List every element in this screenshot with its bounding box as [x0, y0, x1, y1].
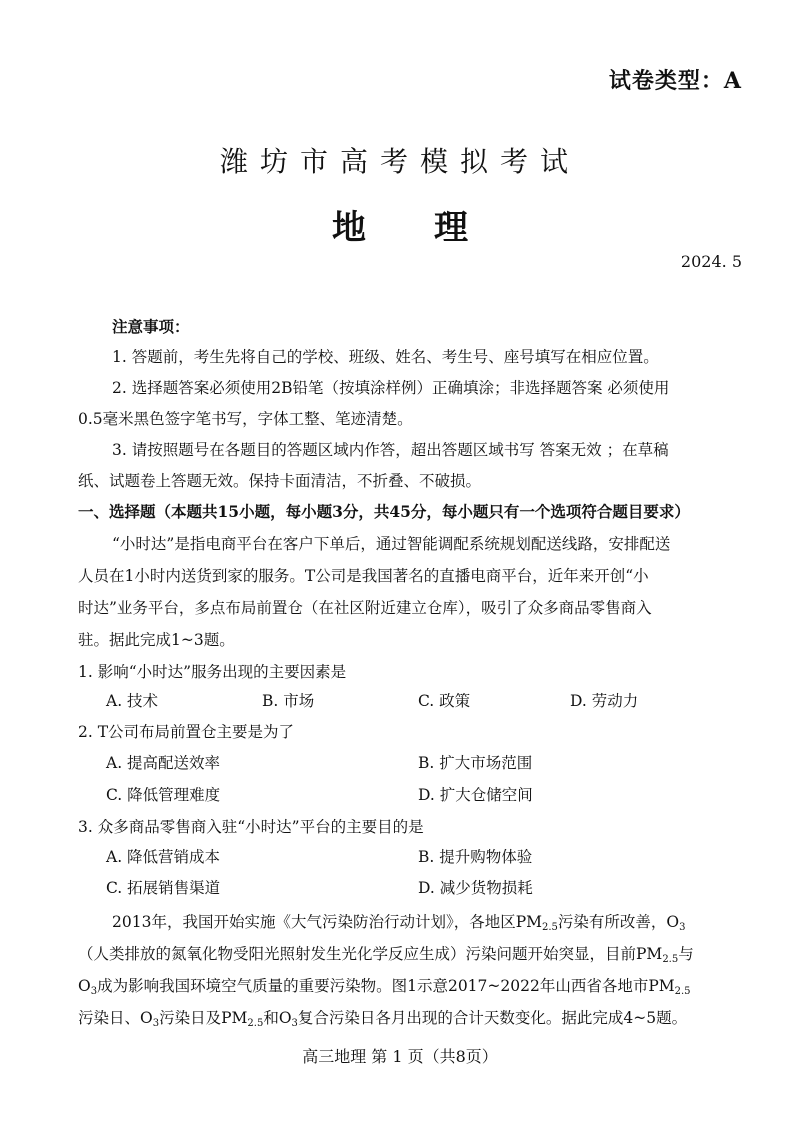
- subject-char-1: 地: [332, 208, 366, 248]
- note-2-line-2: 0.5毫米黑色签字笔书写，字体工整、笔迹清楚。: [78, 410, 413, 428]
- exam-title: 潍坊市高考模拟考试: [219, 145, 580, 178]
- question-3-stem: 3. 众多商品零售商入驻“小时达”平台的主要目的是: [78, 818, 424, 836]
- question-1-option-a: A. 技术: [106, 692, 159, 710]
- question-2-option-b: B. 扩大市场范围: [418, 754, 533, 772]
- passage-1-line-3: 时达”业务平台，多点布局前置仓（在社区附近建立仓库），吸引了众多商品零售商入: [78, 599, 652, 617]
- notes-heading: 注意事项：: [112, 317, 190, 336]
- passage-2-line-1: 2013年，我国开始实施《大气污染防治行动计划》，各地区$PM_{2.5}$污染有所改善，$O_3$: [112, 913, 686, 933]
- passage-1-line-4: 驻。据此完成1~3题。: [78, 631, 235, 649]
- question-1-stem: 1. 影响“小时达”服务出现的主要因素是: [78, 663, 347, 681]
- question-1-option-b: B. 市场: [262, 692, 315, 710]
- question-1-option-d: D. 劳动力: [570, 692, 639, 710]
- question-3-option-a: A. 降低营销成本: [106, 848, 221, 866]
- question-1-option-c: C. 政策: [418, 692, 471, 710]
- question-3-option-d: D. 减少货物损耗: [418, 879, 533, 897]
- passage-1-line-1: “小时达”是指电商平台在客户下单后，通过智能调配系统规划配送线路，安排配送: [112, 535, 671, 553]
- question-2-stem: 2. T公司布局前置仓主要是为了: [78, 723, 295, 741]
- subject-char-2: 理: [434, 208, 468, 248]
- question-2-option-d: D. 扩大仓储空间: [418, 786, 533, 804]
- section-1-heading: 一、选择题（本题共15小题，每小题3分，共45分，每小题只有一个选项符合题目要求）: [78, 502, 690, 521]
- question-3-option-b: B. 提升购物体验: [418, 848, 533, 866]
- passage-1-line-2: 人员在1小时内送货到家的服务。T公司是我国著名的直播电商平台，近年来开创“小: [78, 567, 649, 585]
- question-3-option-c: C. 拓展销售渠道: [106, 879, 221, 897]
- question-2-option-c: C. 降低管理难度: [106, 786, 221, 804]
- passage-2-line-4: 污染日、$O_3$污染日及$PM_{2.5}$和$O_3$复合污染日各月出现的合计天数变化。据此完成4~5题。: [78, 1009, 688, 1029]
- subject-title: [0, 200, 800, 249]
- page-footer: 高三地理 第 1 页（共8页）: [302, 1047, 498, 1066]
- note-3-line-2: 纸、试题卷上答题无效。保持卡面清洁，不折叠、不破损。: [78, 472, 482, 490]
- paper-type-label: 试卷类型：A: [608, 68, 742, 94]
- note-2-line-1: 2. 选择题答案必须使用2B铅笔（按填涂样例）正确填涂；非选择题答案 必须使用: [112, 379, 670, 397]
- passage-2-line-2: （人类排放的氮氧化物受阳光照射发生光化学反应生成）污染问题开始突显，目前$PM_{2.5}$与: [78, 945, 694, 965]
- passage-2-line-3: $O_3$成为影响我国环境空气质量的重要污染物。图1示意2017~2022年山西省各地市$PM_{2.5}$: [78, 977, 691, 997]
- note-1: 1. 答题前，考生先将自己的学校、班级、姓名、考生号、座号填写在相应位置。: [112, 348, 659, 366]
- question-2-option-a: A. 提高配送效率: [106, 754, 221, 772]
- exam-date: 2024. 5: [680, 252, 742, 271]
- note-3-line-1: 3. 请按照题号在各题目的答题区域内作答，超出答题区域书写 答案无效 ；在草稿: [112, 441, 669, 459]
